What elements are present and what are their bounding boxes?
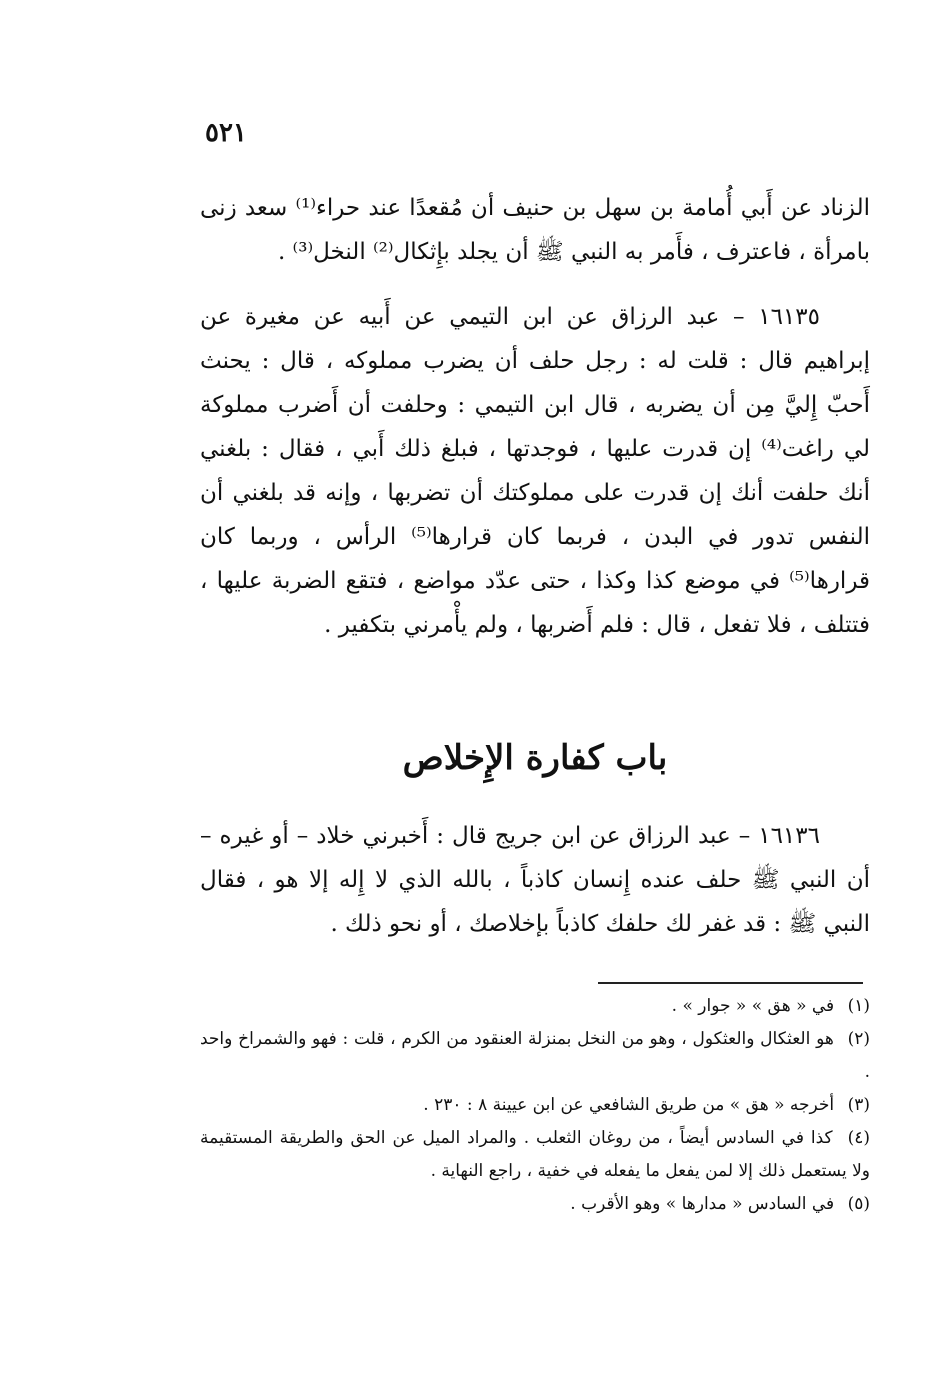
footnote-text: كذا في السادس أيضاً ، من روغان الثعلب . والمراد الميل عن الحق والطريقة المستقيمة ولا يستعمل ذلك إلا لمن يفعل ما يفعله في خفية ، راجع النهاية . xyxy=(200,1128,870,1181)
paragraph-continuation xyxy=(200,186,870,274)
footnote-number: (٥) xyxy=(847,1194,870,1214)
footnote-1 xyxy=(200,990,870,1023)
hadith-16136 xyxy=(200,814,870,946)
footnote-text: في « هق » « جوار » . xyxy=(671,996,835,1016)
footnote-2 xyxy=(200,1023,870,1089)
footnote-4 xyxy=(200,1122,870,1188)
hadith-16135 xyxy=(200,295,870,647)
footnote-number: (٤) xyxy=(847,1128,870,1148)
paragraph-text-2: ١٦١٣٥ – عبد الرزاق عن ابن التيمي عن أَبيه عن مغيرة عن إبراهيم قال : قلت له : رجل حلف أن يضرب مملوكه ، قال : يحنث أَحبّ إِليَّ مِن أن يضربه ، قال ابن التيمي : وحلفت أن أَضرب مملوكة لي راغت⁽⁴⁾ إن قدرت عليها ، فوجدتها ، فبلغ ذلك أَبي ، فقال : بلغني أنك حلفت أنك إن قدرت على مملوكتك أن تضربها ، وإنه قد بلغني أن النفس تدور في البدن ، فربما كان قرارها⁽⁵⁾ الرأس ، وربما كان قرارها⁽⁵⁾ في موضع كذا وكذا ، حتى عدّد مواضع ، فتقع الضربة عليها ، فتتلف ، فلا تفعل ، قال : فلم أَضربها ، ولم يأْمرني بتكفير . xyxy=(200,304,871,638)
footnote-3 xyxy=(200,1089,870,1122)
paragraph-text-3: ١٦١٣٦ – عبد الرزاق عن ابن جريج قال : أَخبرني خلاد – أو غيره – أن النبي ﷺ حلف عنده إِنسان كاذباً ، بالله الذي لا إِله إلا هو ، فقال النبي ﷺ : قد غفر لك حلفك كاذباً بإخلاصك ، أو نحو ذلك . xyxy=(200,823,870,937)
footnote-number: (٣) xyxy=(847,1095,870,1115)
paragraph-text-1: الزناد عن أَبي أُمامة بن سهل بن حنيف أن مُقعدًا عند حراء⁽¹⁾ سعد زنى بامرأة ، فاعترف ، فأَمر به النبي ﷺ أن يجلد بإِثكال⁽²⁾ النخل⁽³⁾ . xyxy=(200,195,870,265)
footnote-number: (١) xyxy=(847,996,870,1016)
footnotes xyxy=(200,990,870,1221)
section-heading: باب كفارة الإِخلاص xyxy=(402,738,668,778)
footnote-text: أخرجه « هق » من طريق الشافعي عن ابن عيينة ٨ : ٢٣٠ . xyxy=(423,1095,835,1115)
footnote-divider xyxy=(598,982,863,984)
footnote-text: في السادس « مدارها » وهو الأقرب . xyxy=(570,1194,835,1214)
page-number: ٥٢١ xyxy=(205,118,247,148)
footnote-text: هو العثكال والعثكول ، وهو من النخل بمنزلة العنقود من الكرم ، قلت : فهو والشمراخ واحد . xyxy=(200,1029,870,1082)
footnote-5 xyxy=(200,1188,870,1221)
footnote-number: (٢) xyxy=(847,1029,870,1049)
